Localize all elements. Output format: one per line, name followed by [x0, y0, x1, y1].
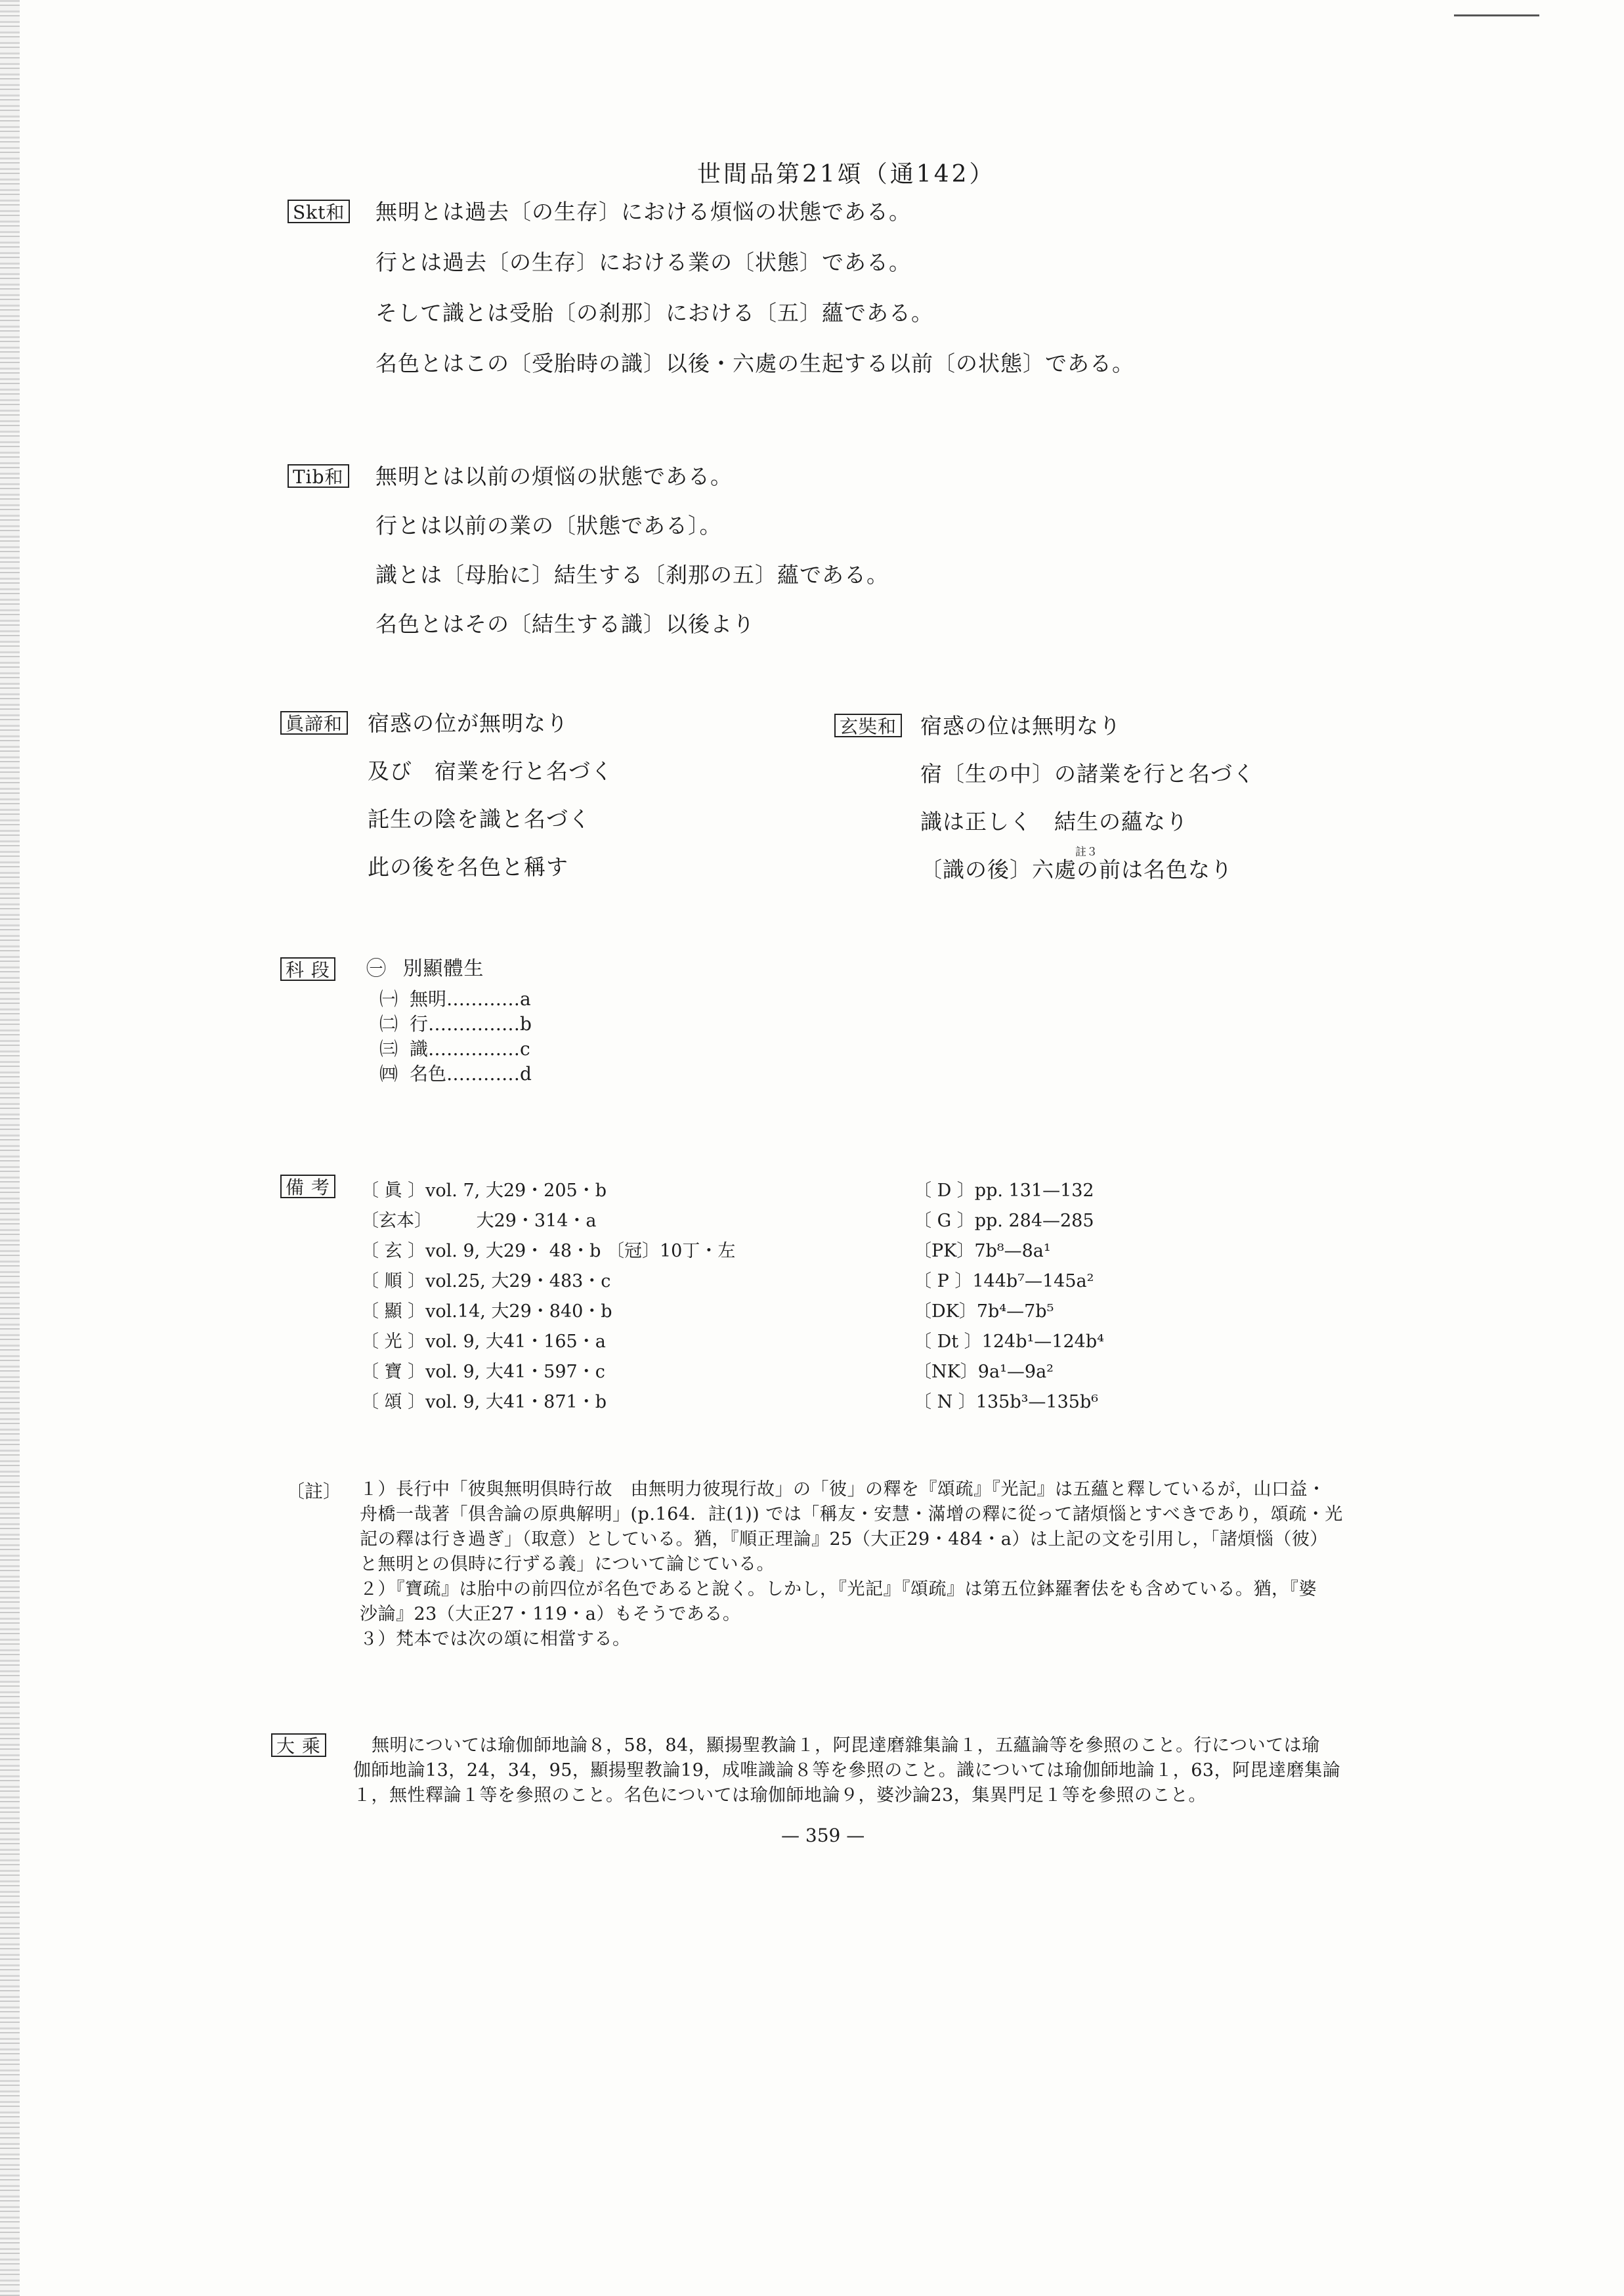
- top-rule: [1454, 14, 1539, 16]
- notes-text: [360, 1477, 1343, 1652]
- reference-row: 〔玄本〕 大29・314・a: [361, 1211, 597, 1231]
- reference-row: 〔 N 〕135b³—135b⁶: [914, 1392, 1099, 1412]
- reference-row: 〔 G 〕pp. 284—285: [914, 1211, 1094, 1231]
- skt-label: Skt和: [288, 200, 350, 223]
- paramartha-line: 宿惑の位が無明なり: [368, 710, 568, 736]
- paramartha-verse: [368, 712, 613, 904]
- references-right: [914, 1176, 1104, 1418]
- note-line: ２）『寶疏』は胎中の前四位が名色であると說く。しかし，『光記』『頌疏』は第五位鉢羅奢佉をも含めている。猶，『婆: [360, 1579, 1317, 1599]
- tib-line: 名色とはその〔結生する識〕以後より: [375, 611, 755, 637]
- kadan-items: [379, 985, 532, 1085]
- xuanzang-line: 〔識の後〕六處の前は名色なり: [920, 857, 1233, 882]
- reference-row: 〔 順 〕vol.25, 大29・483・c: [361, 1271, 611, 1291]
- reference-row: 〔PK〕7b⁸—8a¹: [914, 1241, 1051, 1261]
- taijou-line: 伽師地論13，24，34，95，顯揚聖教論19，成唯識論８等を參照のこと。識については瑜伽師地論１，63，阿毘達磨集論: [353, 1760, 1341, 1781]
- tib-line: 識とは〔母胎に〕結生する〔刹那の五〕蘊である。: [375, 562, 889, 588]
- taijou-text: [353, 1733, 1340, 1808]
- reference-row: 〔 D 〕pp. 131—132: [914, 1180, 1094, 1201]
- kadan-head: [366, 959, 484, 979]
- kadan-head-mark: ㊀: [366, 957, 387, 980]
- xuanzang-verse: [920, 715, 1255, 907]
- notes-label: 〔註〕: [286, 1481, 342, 1502]
- taijou-line: １，無性釋論１等を參照のこと。名色については瑜伽師地論９，婆沙論23，集異門足１等を參照のこと。: [353, 1785, 1207, 1806]
- page-title: 世間品第21頌（通142）: [697, 161, 996, 188]
- note-line: 沙論』23（大正27・119・a）もそうである。: [360, 1604, 741, 1624]
- note-line: と無明との倶時に行ずる義」について論じている。: [360, 1554, 775, 1574]
- skt-line: そして識とは受胎〔の刹那〕における〔五〕蘊である。: [375, 300, 933, 326]
- reference-row: 〔NK〕9a¹—9a²: [914, 1362, 1054, 1382]
- paramartha-label: 眞諦和: [280, 711, 348, 735]
- note-line: 舟橋一哉著「倶舎論の原典解明」(p.164．註(1)) では「稱友・安慧・滿增の釋に從って諸煩惱とすべきであり，頌疏・光: [360, 1504, 1343, 1525]
- xuanzang-line: 宿〔生の中〕の諸業を行と名づく: [920, 761, 1255, 787]
- reference-row: 〔 光 〕vol. 9, 大41・165・a: [361, 1332, 606, 1352]
- reference-row: 〔 顯 〕vol.14, 大29・840・b: [361, 1301, 612, 1322]
- note-line: ３）梵本では次の頌に相當する。: [360, 1629, 631, 1649]
- skt-line: 名色とはこの〔受胎時の識〕以後・六處の生起する以前〔の状態〕である。: [375, 351, 1134, 376]
- reference-row: 〔 玄 〕vol. 9, 大29・ 48・b 〔冠〕10丁・左: [361, 1241, 736, 1261]
- tib-translation: [375, 466, 889, 662]
- paramartha-line: 及び 宿業を行と名づく: [368, 758, 613, 784]
- kadan-item: ㈢ 識……………c: [379, 1038, 530, 1060]
- paramartha-line: 託生の陰を識と名づく: [368, 806, 591, 832]
- references-left: [361, 1176, 735, 1418]
- bikou-label: 備 考: [280, 1175, 335, 1198]
- paramartha-line: 此の後を名色と稱す: [368, 854, 568, 880]
- reference-row: 〔DK〕7b⁴—7b⁵: [914, 1301, 1054, 1322]
- taijou-line: 無明については瑜伽師地論８，58，84，顯揚聖教論１，阿毘達磨雜集論１，五蘊論等を參照のこと。行については瑜: [372, 1735, 1320, 1756]
- note-line: 記の釋は行き過ぎ」（取意）としている。猶，『順正理論』25（大正29・484・a）は上記の文を引用し，「諸煩惱（彼）: [360, 1529, 1328, 1549]
- reference-row: 〔 眞 〕vol. 7, 大29・205・b: [361, 1180, 607, 1201]
- xuanzang-line: 宿惑の位は無明なり: [920, 713, 1121, 739]
- kadan-item: ㈡ 行……………b: [379, 1013, 532, 1035]
- note-marker: 註３: [1075, 846, 1098, 859]
- tib-line: 行とは以前の業の〔狀態である〕。: [375, 513, 722, 538]
- skt-line: 行とは過去〔の生存〕における業の〔状態〕である。: [375, 249, 911, 275]
- kadan-head-text: 別顯體生: [402, 957, 484, 980]
- note-line: １）長行中「彼與無明倶時行故 由無明力彼現行故」の「彼」の釋を『頌疏』『光記』は五蘊と釋しているが，山口益・: [360, 1479, 1326, 1500]
- reference-row: 〔 P 〕144b⁷—145a²: [914, 1271, 1094, 1291]
- scan-edge: [0, 0, 20, 2296]
- xuanzang-line: 識は正しく 結生の蘊なり: [920, 809, 1188, 834]
- reference-row: 〔 頌 〕vol. 9, 大41・871・b: [361, 1392, 607, 1412]
- skt-line: 無明とは過去〔の生存〕における煩悩の状態である。: [375, 199, 911, 225]
- page-number: — 359 —: [781, 1825, 865, 1846]
- reference-row: 〔 寶 〕vol. 9, 大41・597・c: [361, 1362, 605, 1382]
- xuanzang-label: 玄奘和: [834, 714, 902, 737]
- tib-label: Tib和: [288, 464, 349, 488]
- skt-translation: [375, 201, 1134, 403]
- kadan-item: ㈠ 無明…………a: [379, 988, 531, 1010]
- tib-line: 無明とは以前の煩悩の狀態である。: [375, 464, 733, 489]
- taijou-label: 大 乘: [271, 1733, 326, 1757]
- reference-row: 〔 Dt 〕124b¹—124b⁴: [914, 1332, 1104, 1352]
- kadan-item: ㈣ 名色…………d: [379, 1063, 532, 1085]
- kadan-label: 科 段: [280, 957, 335, 981]
